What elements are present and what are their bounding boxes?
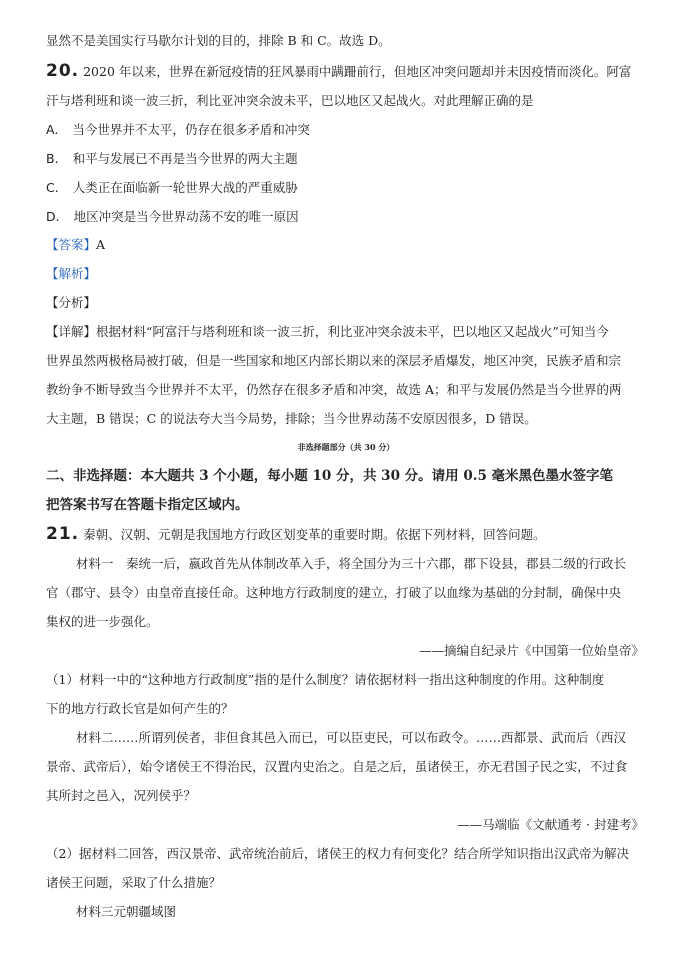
question-20-text: 2020 年以来，世界在新冠疫情的狂风暴雨中蹒跚前行，但地区冲突问题却并未因疫情而淡化。阿富 [83, 64, 632, 79]
option-d-letter: D. [46, 209, 60, 224]
sub-question-1-line2: 下的地方行政长官是如何产生的？ [46, 701, 234, 716]
material-2-source: ——马端临《文献通考 · 封建考》 [457, 817, 644, 832]
explanation-line3: 教纷争不断导致当今世界并不太平，仍然存在很多矛盾和冲突，故选 A；和平与发展仍然是当今世界的两 [46, 382, 622, 397]
section-instruction-line2: 把答案书写在答题卡指定区域内。 [46, 497, 249, 513]
option-d-text: 地区冲突是当今世界动荡不安的唯一原因 [73, 209, 299, 224]
option-b-text: 和平与发展已不再是当今世界的两大主题 [72, 151, 298, 166]
option-c-letter: C. [46, 180, 59, 195]
section-title: 非选择题部分（共 30 分） [297, 442, 395, 452]
option-d [46, 208, 299, 226]
section-instruction-line1: 二、非选择题：本大题共 3 个小题，每小题 10 分，共 30 分。请用 0.5 毫米黑色墨水签字笔 [46, 468, 614, 484]
option-b [46, 150, 298, 168]
sub-question-2-line1: （2）据材料二回答，西汉景帝、武帝统治前后，诸侯王的权力有何变化？结合所学知识指出汉武帝为解决 [46, 846, 629, 861]
sub-question-2-line2: 诸侯王问题，采取了什么措施？ [46, 875, 222, 890]
option-a-letter: A. [46, 122, 59, 137]
option-c-text: 人类正在面临新一轮世界大战的严重威胁 [72, 180, 298, 195]
material-1-source: ——摘编自纪录片《中国第一位始皇帝》 [418, 643, 644, 658]
option-a [46, 121, 310, 139]
material-2-line1: 材料二……所谓列侯者，非但食其邑入而已，可以臣吏民，可以布政令。……西都景、武而后（西汉 [76, 730, 627, 745]
explanation-line4: 大主题，B 错误；C 的说法夸大当今局势，排除；当今世界动荡不安原因很多，D 错误。 [46, 411, 537, 426]
material-2-line2: 景帝、武帝后），始令诸侯王不得治民，汉置内史治之。自是之后，虽诸侯王，亦无君国子民之实，不过食 [46, 759, 628, 774]
answer-value: A [96, 237, 106, 252]
sub-question-1-line1: （1）材料一中的“这种地方行政制度”指的是什么制度？请依据材料一指出这种制度的作用。这种制度 [46, 672, 605, 687]
answer-line [46, 236, 105, 254]
explanation-line1 [46, 323, 609, 341]
material-1-line3: 集权的进一步强化。 [46, 614, 159, 629]
material-2-line3: 其所封之邑入，况列侯乎？ [46, 788, 197, 803]
explanation-text1: 根据材料“阿富汗与塔利班和谈一波三折，利比亚冲突余波未平，巴以地区又起战火”可知当今 [96, 324, 609, 339]
option-a-text: 当今世界并不太平，仍存在很多矛盾和冲突 [72, 122, 310, 137]
option-b-letter: B. [46, 151, 59, 166]
question-20-stem-line1 [46, 62, 631, 81]
option-c [46, 179, 298, 197]
fenxi-tag: 【分析】 [46, 295, 97, 310]
material-3-caption: 材料三元朝疆域图 [76, 904, 177, 919]
xiangjie-tag: 【详解】 [46, 324, 97, 339]
question-20-stem-line2: 汗与塔利班和谈一波三折，利比亚冲突余波未平，巴以地区又起战火。对此理解正确的是 [46, 93, 534, 108]
question-21-number: 21. [46, 524, 80, 544]
material-1-line2: 官（郡守、县令）由皇帝直接任命。这种地方行政制度的建立，打破了以血缘为基础的分封制，确保中央 [46, 585, 622, 600]
question-21-stem [46, 525, 546, 544]
prev-answer-tail: 显然不是美国实行马歇尔计划的目的，排除 B 和 C。故选 D。 [46, 33, 391, 48]
explanation-line2: 世界虽然两极格局被打破，但是一些国家和地区内部长期以来的深层矛盾爆发，地区冲突，民族矛盾和宗 [46, 353, 622, 368]
question-21-text: 秦朝、汉朝、元朝是我国地方行政区划变革的重要时期。依据下列材料，回答问题。 [83, 527, 546, 542]
analysis-tag: 【解析】 [46, 266, 97, 281]
answer-tag: 【答案】 [46, 237, 97, 252]
question-20-number: 20. [46, 61, 80, 81]
material-1-line1: 材料一 秦统一后，嬴政首先从体制改革入手，将全国分为三十六郡，郡下设县，郡县二级的行政长 [76, 556, 627, 571]
